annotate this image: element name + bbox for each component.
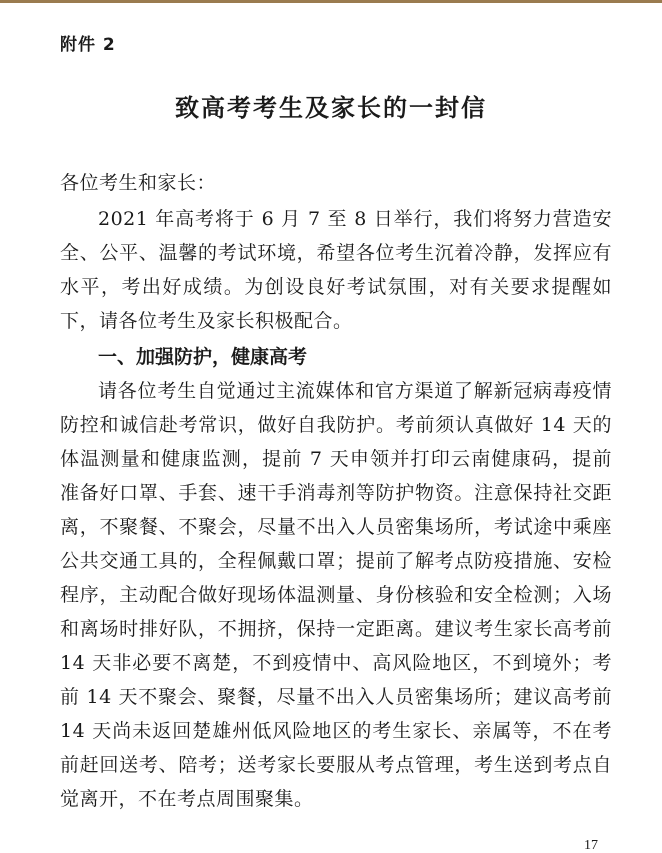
page-number: 17 — [584, 838, 598, 853]
intro-paragraph: 2021 年高考将于 6 月 7 至 8 日举行，我们将努力营造安全、公平、温馨的考试环境，希望各位考生沉着冷静，发挥应有水平，考出好成绩。为创设良好考试氛围，对有关要求提醒如下，请各位考生及家长积极配合。 — [60, 208, 612, 332]
attachment-label: 附件 2 — [60, 35, 116, 55]
section-paragraph: 请各位考生自觉通过主流媒体和官方渠道了解新冠病毒疫情防控和诚信赴考常识，做好自我防护。考前须认真做好 14 天的体温测量和健康监测，提前 7 天申领并打印云南健康码，提前准备好口罩、手套、速干手消毒剂等防护物资。注意保持社交距离，不聚餐、不聚会，尽量不出入人员密集场所，考试途中乘座公共交通工具的，全程佩戴口罩；提前了解考点防疫措施、安检程序，主动配合做好现场体温测量、身份核验和安全检测；入场和离场时排好队，不拥挤，保持一定距离。建议考生家长高考前 14 天非必要不离楚，不到疫情中、高风险地区，不到境外；考前 14 天不聚会、聚餐，尽量不出入人员密集场所；建议高考前 14 天尚未返回楚雄州低风险地区的考生家长、亲属等，不在考前赶回送考、陪考；送考家长要服从考点管理，考生送到考点自觉离开，不在考点周围聚集。 — [60, 380, 612, 810]
section-heading: 一、加强防护，健康高考 — [98, 346, 308, 368]
salutation: 各位考生和家长： — [60, 172, 217, 194]
document-title: 致高考考生及家长的一封信 — [175, 94, 487, 122]
top-rule — [0, 0, 662, 3]
